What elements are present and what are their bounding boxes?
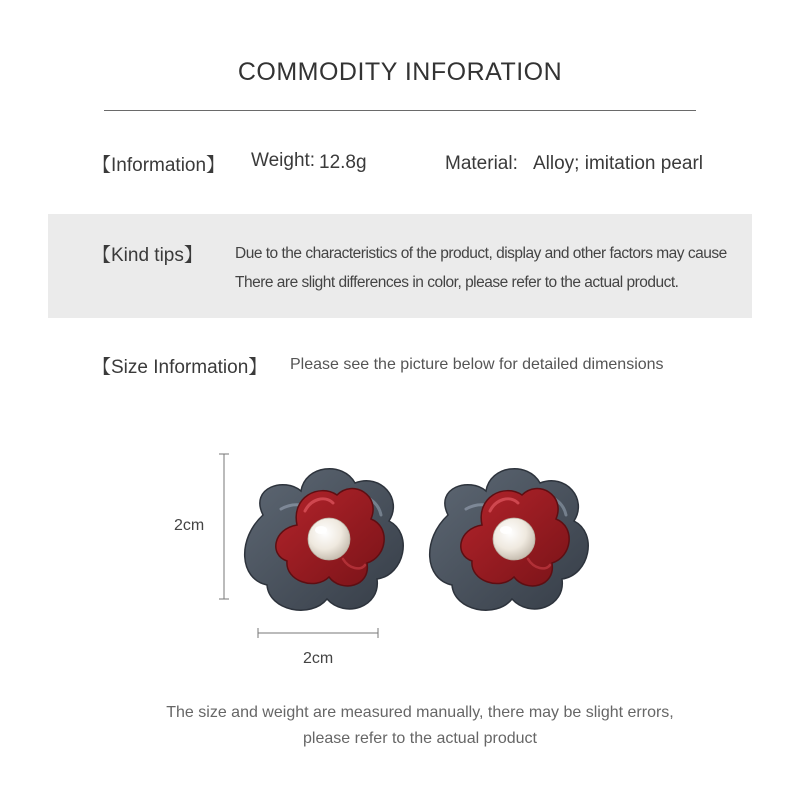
width-dimension-line [258, 628, 378, 638]
kind-tips-panel [48, 214, 752, 318]
width-dimension-label: 2cm [303, 650, 334, 667]
footer-note-line-1: The size and weight are measured manually, there may be slight errors, [166, 704, 674, 721]
information-label: 【Information】 [92, 155, 226, 176]
weight-label: Weight: [251, 150, 316, 171]
title-divider [104, 110, 696, 111]
page-title: COMMODITY INFORATION [237, 58, 563, 86]
information-row [92, 150, 732, 180]
material-value: Alloy; imitation pearl [533, 153, 704, 174]
material-label: Material: [445, 153, 518, 174]
weight-value: 12.8g [319, 152, 367, 173]
size-information-description: Please see the picture below for detailed dimensions [290, 356, 664, 373]
height-dimension-line [219, 454, 229, 599]
earrings-illustration [150, 440, 650, 680]
right-earring [430, 469, 589, 611]
left-earring [245, 469, 404, 611]
height-dimension-label: 2cm [174, 517, 205, 534]
size-information-row [92, 352, 732, 382]
footer-note-line-2: please refer to the actual product [303, 730, 537, 747]
kind-tips-line-1: Due to the characteristics of the product, display and other factors may cause [235, 245, 727, 262]
product-dimension-figure [150, 440, 650, 680]
kind-tips-line-2: There are slight differences in color, please refer to the actual product. [235, 274, 679, 291]
kind-tips-label: 【Kind tips】 [92, 245, 203, 266]
size-information-label: 【Size Information】 [92, 357, 268, 378]
